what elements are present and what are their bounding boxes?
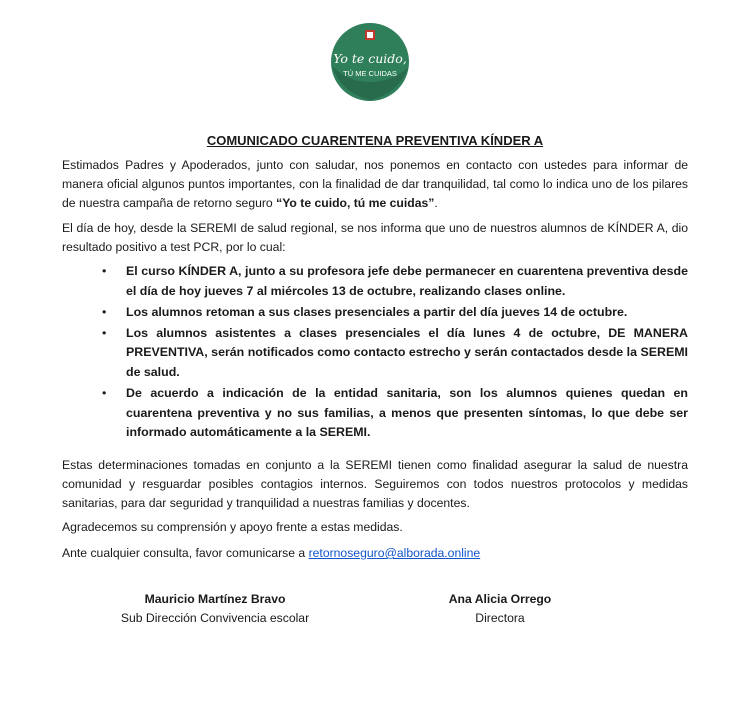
intro-paragraph: Estimados Padres y Apoderados, junto con saludar, nos ponemos en contacto con ustedes para informar de manera oficial algunos puntos importantes, con la finalidad de dar tranquilidad, tal como lo indica uno de los pilares de nuestra campaña de retorno seguro “Yo te cuido, tú me cuidas”. [62,158,688,210]
school-crest-icon [365,30,375,40]
thanks-paragraph: Agradecemos su comprensión y apoyo frente a estas medidas. [62,520,403,534]
signatory-name: Ana Alicia Orrego [448,592,552,606]
signature-block-1 [105,590,325,628]
list-item: • De acuerdo a indicación de la entidad sanitaria, son los alumnos quienes quedan en cuarentena preventiva y no sus familias, a menos que presenten síntomas, lo que debe ser informado automáticamente a la SEREMI. [102,386,688,439]
contact-paragraph: Ante cualquier consulta, favor comunicarse a retornoseguro@alborada.online [62,546,481,560]
signature-block-2 [420,590,580,628]
list-item: • Los alumnos retoman a sus clases presenciales a partir del día jueves 14 de octubre. [102,305,628,319]
signatory-name: Mauricio Martínez Bravo [144,592,286,606]
list-item: • El curso KÍNDER A, junto a su profesora jefe debe permanecer en cuarentena preventiva desde el día de hoy jueves 7 al miércoles 13 de octubre, realizando clases online. [102,264,688,298]
measures-list [100,262,688,445]
context-paragraph: El día de hoy, desde la SEREMI de salud regional, se nos informa que uno de nuestros alumnos de KÍNDER A, dio resultado positivo a test PCR, por lo cual: [62,221,688,254]
logo-line1: Yo te cuido, [333,51,407,66]
closing-paragraph: Estas determinaciones tomadas en conjunto a la SEREMI tienen como finalidad asegurar la salud de nuestra comunidad y resguardar posibles contagios internos. Seguiremos con todos nuestros protocolos y medidas sanitarias, para dar seguridad y tranquilidad a nuestras familias y docentes. [62,458,688,510]
signatory-role: Directora [475,611,525,625]
contact-email-link[interactable]: retornoseguro@alborada.online [308,546,481,560]
document-title: COMUNICADO CUARENTENA PREVENTIVA KÍNDER A [206,133,544,148]
logo-line2: TÚ ME CUIDAS [343,69,397,78]
campaign-logo [330,22,410,102]
signatory-role: Sub Dirección Convivencia escolar [120,611,310,625]
campaign-quote: “Yo te cuido, tú me cuidas” [276,196,435,210]
list-item: • Los alumnos asistentes a clases presenciales el día lunes 4 de octubre, DE MANERA PREVENTIVA, serán notificados como contacto estrecho y serán contactados desde la SEREMI de salud. [102,325,688,379]
